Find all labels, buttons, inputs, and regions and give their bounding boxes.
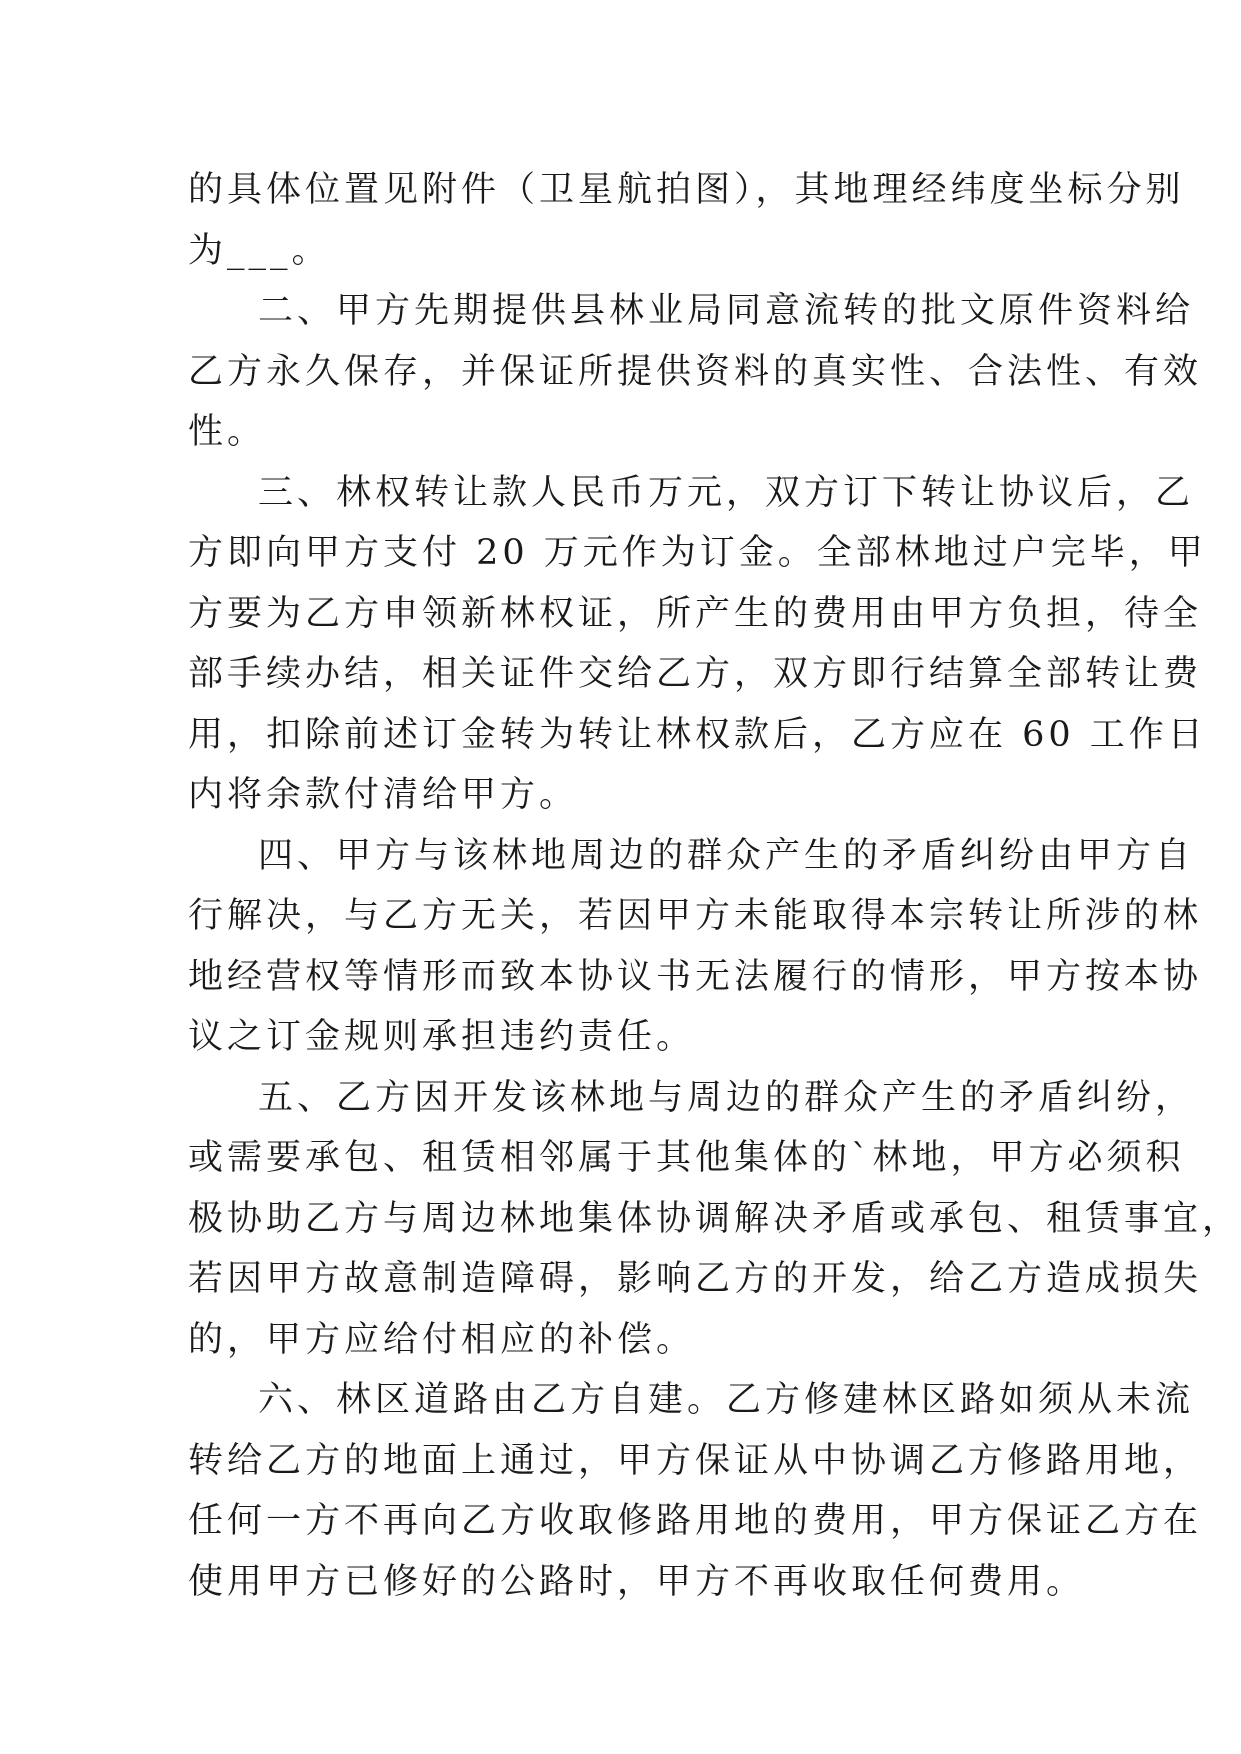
text-line: 方即向甲方支付 20 万元作为订金。全部林地过户完毕，甲 — [188, 533, 1207, 573]
paragraph-clause-4 — [188, 826, 1203, 1068]
document-body — [188, 160, 1241, 1612]
text-line: 内将余款付清给甲方。 — [188, 775, 579, 815]
text-line: 三、林权转让款人民币万元，双方订下转让协议后，乙 — [258, 472, 1195, 513]
text-line: 四、甲方与该林地周边的群众产生的矛盾纠纷由甲方自 — [258, 835, 1195, 876]
paragraph-clause-2 — [188, 281, 1203, 463]
text-line: 或需要承包、租赁相邻属于其他集体的`林地，甲方必须积 — [188, 1138, 1185, 1178]
text-line: 转给乙方的地面上通过，甲方保证从中协调乙方修路用地， — [188, 1440, 1203, 1481]
paragraph-clause-6 — [188, 1370, 1203, 1612]
text-line: 议之订金规则承担违约责任。 — [188, 1017, 696, 1057]
text-line: 使用甲方已修好的公路时，甲方不再收取任何费用。 — [188, 1561, 1086, 1602]
text-line: 五、乙方因开发该林地与周边的群众产生的矛盾纠纷， — [258, 1077, 1195, 1118]
text-line: 若因甲方故意制造障碍，影响乙方的开发，给乙方造成损失 — [188, 1259, 1203, 1299]
paragraph-clause-3 — [188, 463, 1207, 826]
text-line: 二、甲方先期提供县林业局同意流转的批文原件资料给 — [258, 291, 1195, 331]
text-line: 性。 — [188, 412, 267, 452]
paragraph-location — [188, 160, 1185, 281]
text-line: 六、林区道路由乙方自建。乙方修建林区路如须从未流 — [258, 1380, 1195, 1420]
text-line: 的具体位置见附件（卫星航拍图），其地理经纬度坐标分别 — [188, 170, 1185, 210]
text-line: 为___。 — [188, 230, 331, 271]
text-line: 方要为乙方申领新林权证，所产生的费用由甲方负担，待全 — [188, 593, 1203, 634]
text-line: 的，甲方应给付相应的补偿。 — [188, 1319, 696, 1360]
paragraph-clause-5 — [188, 1068, 1241, 1371]
text-line: 乙方永久保存，并保证所提供资料的真实性、合法性、有效 — [188, 351, 1203, 392]
text-line: 行解决，与乙方无关，若因甲方未能取得本宗转让所涉的林 — [188, 896, 1203, 936]
text-line: 极协助乙方与周边林地集体协调解决矛盾或承包、租赁事宜， — [188, 1198, 1241, 1239]
text-line: 用，扣除前述订金转为转让林权款后，乙方应在 60 工作日 — [188, 714, 1207, 755]
text-line: 部手续办结，相关证件交给乙方，双方即行结算全部转让费 — [188, 654, 1203, 694]
text-line: 任何一方不再向乙方收取修路用地的费用，甲方保证乙方在 — [188, 1501, 1203, 1541]
text-line: 地经营权等情形而致本协议书无法履行的情形，甲方按本协 — [188, 956, 1203, 997]
